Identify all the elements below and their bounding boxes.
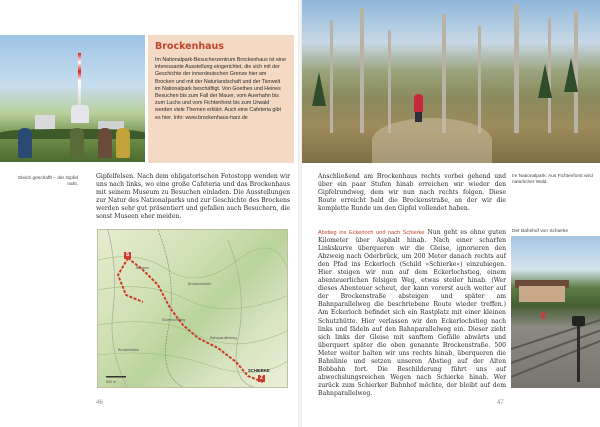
- hiker-legs: [415, 112, 422, 122]
- dead-tree: [478, 26, 481, 133]
- person: [541, 312, 545, 319]
- spruce-tree: [312, 72, 326, 106]
- body-paragraph-section: [318, 229, 506, 398]
- photo-caption: Der Bahnhof von Schierke: [512, 229, 568, 234]
- hiker: [98, 128, 112, 158]
- map-label: Brockenstraße: [188, 282, 212, 286]
- station-building: [519, 286, 565, 302]
- hiker: [18, 128, 32, 158]
- photo-caption: Gleich geschafft – der Gipfel naht.: [17, 176, 78, 187]
- dead-tree: [442, 14, 446, 133]
- body-paragraph: Anschließend am Brockenhaus rechts vorbei gehend und über ein paar Stufen hinab erreichen wir wieder den Gipfelrundweg, dem wir nun nach rechts folgen. Diese Route erreicht bald die Brockenstraße, an der wir die komplette Runde um den Gipfel vollendet haben.: [318, 173, 506, 213]
- dead-tree: [360, 8, 364, 133]
- map-label: Brocken: [136, 266, 150, 270]
- map-label: Eckerlochstieg: [162, 318, 186, 322]
- tower-building: [71, 105, 89, 123]
- hiker: [116, 128, 130, 158]
- dead-tree: [388, 30, 391, 133]
- route-map: [97, 229, 288, 388]
- hiker: [70, 128, 84, 158]
- forest-photo: [302, 0, 600, 163]
- trail: [372, 118, 492, 163]
- end-marker: Z: [259, 375, 264, 381]
- lamp-post: [577, 322, 580, 382]
- photo-caption: Im Nationalpark: Aus Fichtenforst wird natürlicher Wald.: [512, 174, 593, 185]
- info-box-text: Im Nationalpark-Besucherzentrum Brockenhaus ist eine interessante Ausstellung eingerichtet, die sich mit der Geschichte der innerdeutschen Grenze hier am Brocken und mit der Naturlandschaft und der Tierwelt im Nationalpark beschäftigt. Von Goethes und Heines Besuchen bis zum Fall der Mauer, vom Auerhahn bis zum Luchs und vom Fichtenforst bis zum Urwald werden viele Themen erklärt. Auch eine Cafeteria gibt es hier. Info: www.brockenhaus-harz.de: [155, 57, 287, 121]
- body-paragraph: Gipfelfelsen. Nach dem obligatorischen Fotostopp wenden wir uns nach links, wo eine große Cafeteria und das Brockenhaus mit seinem Museum zu Besuchen einladen. Die Ausstellungen zur Natur des Nationalparks und zur Geschichte des Brockens werden sehr gut präsentiert und gefallen auch Besuchern, die sonst Museen eher meiden.: [96, 173, 290, 221]
- info-box: [148, 35, 294, 163]
- spruce-tree: [538, 64, 552, 98]
- dead-tree: [514, 4, 519, 133]
- left-page: [0, 0, 298, 427]
- page-number: 46: [96, 400, 103, 406]
- info-box-title: Brockenhaus: [155, 41, 224, 52]
- map-scale: 500 m: [106, 380, 116, 384]
- hiker: [414, 94, 423, 112]
- lamp-head: [572, 316, 585, 326]
- spruce-tree: [564, 58, 578, 92]
- section-subhead: Abstieg ins Eckerloch und nach Schierke: [318, 230, 425, 236]
- map-label: Brockenbahn: [118, 348, 140, 352]
- page-number: 47: [497, 400, 504, 406]
- map-label: Bahnparallelweg: [210, 336, 237, 340]
- start-marker: S: [125, 252, 130, 258]
- brocken-summit-photo: [0, 35, 145, 162]
- dead-tree: [330, 20, 333, 133]
- section-text: Nun geht es ohne guten Kilometer über Asphalt hinab. Nach einer scharfen Linkskurve überqueren wir die Gleise, ignorieren den Abzweig nach Oderbrück, um 200 Meter danach rechts auf den Pfad ins Eckerloch (Schild »Schierke«) einzubiegen. Hier steigen wir nun auf dem Eckerlochstieg, einem abenteuerlichen felsigen Weg, etwas steiler hinab. (Wer dieses Abenteuer scheut, der kann vorerst auch weiter auf der Brockenstraße absteigen und später am Bahnparallelweg die beschriebene Route wieder treffen.) Am Eckerloch befindet sich ein Rastplatz mit einer kleinen Schutzhütte. Hier verlassen wir den Eckerlochstieg nach links und fädeln auf den Bahnparallelweg ein. Dieser zieht sich links der Gleise mit sanftem Gefälle abwärts und überquert später die oben genannte Brockenstraße. 500 Meter weiter halten wir uns rechts hinab, überqueren die Bahnlinie und setzen unseren Abstieg auf der Alten Bobbahn fort. Die Beschilderung führt uns auf abwechslungsreichen Wegen nach Schierke hinab. Wer zurück zum Schierker Bahnhof möchte, der bleibt auf dem Bahnparallelweg.: [318, 229, 506, 397]
- station-photo: [511, 236, 600, 388]
- map-place-schierke: SCHIERKE: [248, 368, 270, 373]
